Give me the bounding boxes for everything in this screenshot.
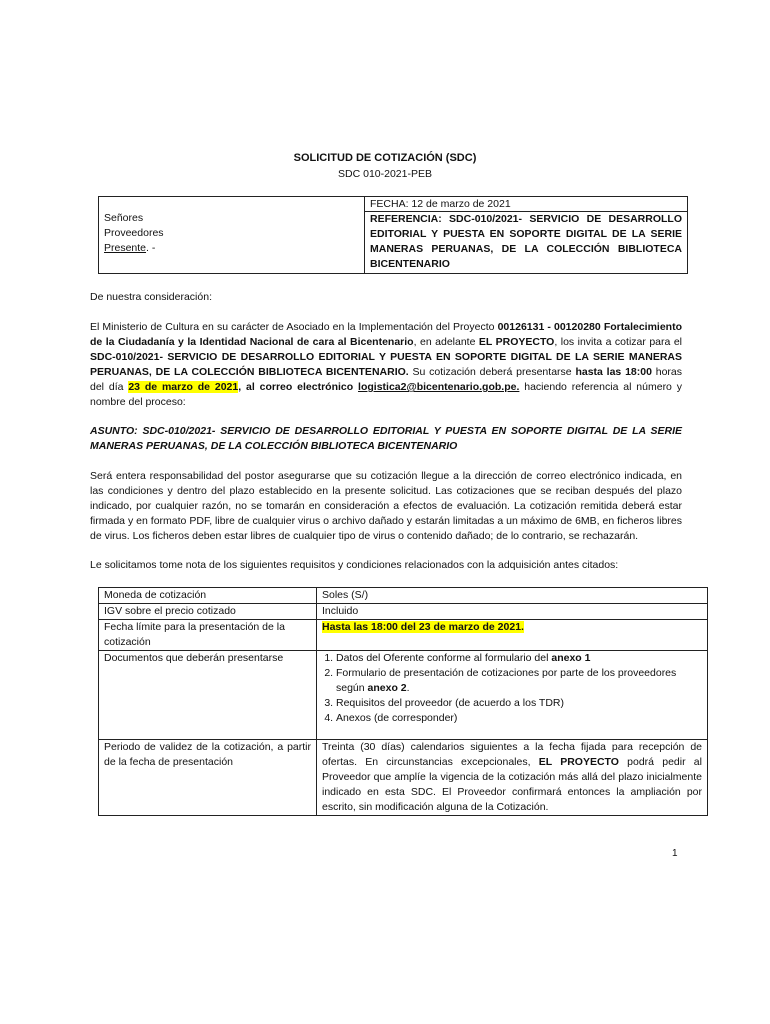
recipient-line-2: Proveedores — [104, 227, 164, 239]
recipient-line-3: Presente. - — [104, 242, 156, 254]
requirements-table — [98, 587, 708, 816]
asunto-paragraph: ASUNTO: SDC-010/2021- SERVICIO DE DESARROLLO EDITORIAL Y PUESTA EN SOPORTE DIGITAL DE LA SERIE MANERAS PERUANAS, DE LA COLECCIÓN BIBLIOTECA BICENTENARIO — [90, 425, 682, 452]
responsibility-paragraph: Será entera responsabilidad del postor asegurarse que su cotización llegue a la dirección de correo electrónico indicada, en las condiciones y dentro del plazo establecido en la presente solicitud. Las cotizaciones que se reciban después del plazo indicado, por cualquier razón, no se tomarán en consideración a efectos de evaluación. La cotización remitida deberá estar firmada y en formato PDF, libre de cualquier virus o archivo dañado y estarán limitadas a un máximo de 6MB, en ficheros libres de virus. Los ficheros deben estar libres de cualquier tipo de virus o contenido dañado; de lo contrario, se rechazarán. — [90, 470, 682, 542]
email-link[interactable]: logistica2@bicentenario.gob.pe. — [358, 381, 520, 393]
document-code: SDC 010-2021-PEB — [338, 168, 432, 180]
fecha-cell: FECHA: 12 de marzo de 2021 — [365, 197, 688, 212]
intro-paragraph: El Ministerio de Cultura en su carácter de Asociado en la Implementación del Proyecto 00126131 - 00120280 Fortalecimiento de la Ciudadanía y la Identidad Nacional de cara al Bicentenario, en adelante EL PROYECTO, los invita a cotizar para el SDC-010/2021- SERVICIO DE DESARROLLO EDITORIAL Y PUESTA EN SOPORTE DIGITAL DE LA SERIE MANERAS PERUANAS, DE LA COLECCIÓN BIBLIOTECA BICENTENARIO. Su cotización deberá presentarse hasta las 18:00 horas del día 23 de marzo de 2021, al correo electrónico logistica2@bicentenario.gob.pe. haciendo referencia al número y nombre del proceso: — [90, 321, 683, 408]
table-row: Documentos que deberán presentarse 1. Datos del Oferente conforme al formulario del anexo 1 2. Formulario de presentación de cotizaciones por parte de los proveedores según anexo 2. 3. Requisitos del proveedor (de acuerdo a los TDR) 4. Anexos (de corresponder) — [99, 651, 708, 740]
list-item: 2. Formulario de presentación de cotizaciones por parte de los proveedores según anexo 2. — [336, 666, 702, 696]
page-number: 1 — [672, 848, 678, 859]
table-row: Moneda de cotización Soles (S/) — [99, 588, 708, 604]
documents-list-cell — [317, 651, 708, 740]
list-item: 4. Anexos (de corresponder) — [336, 711, 702, 726]
table-row: Periodo de validez de la cotización, a partir de la fecha de presentación Treinta (30 días) calendarios siguientes a la fecha fijada para recepción de ofertas. En circunstancias excepcionales, EL PROYECTO podrá pedir al Proveedor que amplíe la vigencia de la cotización más allá del plazo inicialmente indicado en esta SDC. El Proveedor confirmará entonces la ampliación por escrito, sin modificación alguna de la Cotización. — [99, 740, 708, 816]
deadline-highlight: 23 de marzo de 2021 — [128, 381, 239, 393]
table-row: IGV sobre el precio cotizado Incluido — [99, 604, 708, 620]
greeting: De nuestra consideración: — [90, 291, 212, 303]
recipient-line-1: Señores — [104, 212, 144, 224]
list-item: 1. Datos del Oferente conforme al formulario del anexo 1 — [336, 651, 702, 666]
recipient-cell — [99, 197, 365, 274]
documents-list — [322, 651, 702, 726]
table-row: Fecha límite para la presentación de la cotización Hasta las 18:00 del 23 de marzo de 2021. — [99, 620, 708, 651]
referencia-cell: REFERENCIA: SDC-010/2021- SERVICIO DE DESARROLLO EDITORIAL Y PUESTA EN SOPORTE DIGITAL DE LA SERIE MANERAS PERUANAS, DE LA COLECCIÓN BIBLIOTECA BICENTENARIO — [365, 212, 688, 274]
address-box — [98, 196, 688, 274]
list-item: 3. Requisitos del proveedor (de acuerdo a los TDR) — [336, 696, 702, 711]
requirements-intro: Le solicitamos tome nota de los siguientes requisitos y condiciones relacionados con la adquisición antes citados: — [90, 559, 619, 571]
deadline-value: Hasta las 18:00 del 23 de marzo de 2021. — [322, 621, 524, 633]
document-title: SOLICITUD DE COTIZACIÓN (SDC) — [293, 152, 477, 164]
